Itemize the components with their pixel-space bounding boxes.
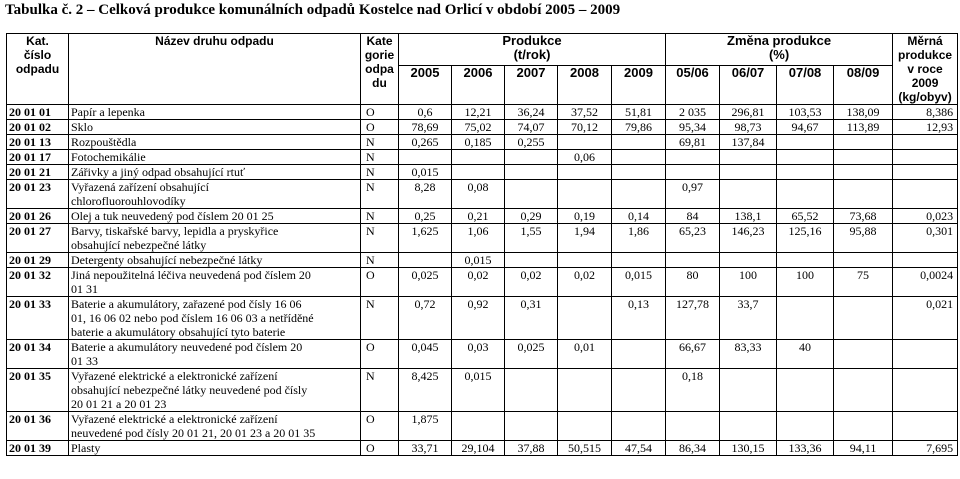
change-value: 84 — [666, 209, 720, 224]
change-value: 75 — [834, 268, 893, 297]
production-value: 8,28 — [399, 180, 452, 209]
production-value — [505, 165, 558, 180]
waste-category: O — [361, 441, 399, 456]
production-value: 0,03 — [452, 340, 505, 369]
header-change-period: 08/09 — [834, 66, 893, 105]
production-value: 0,06 — [558, 150, 612, 165]
waste-name: Baterie a akumulátory, zařazené pod čísly 16 06 01, 16 06 02 nebo pod číslem 16 06 03 a netříděné baterie a akumulátory obsahující tyto baterie — [69, 297, 361, 340]
production-value: 0,29 — [505, 209, 558, 224]
waste-code: 20 01 23 — [7, 180, 69, 209]
production-value: 37,88 — [505, 441, 558, 456]
waste-category: N — [361, 297, 399, 340]
change-value — [777, 150, 834, 165]
waste-category: N — [361, 209, 399, 224]
change-value: 65,23 — [666, 224, 720, 253]
change-value: 69,81 — [666, 135, 720, 150]
header-year: 2006 — [452, 66, 505, 105]
production-value — [505, 369, 558, 412]
production-value: 0,25 — [399, 209, 452, 224]
change-value: 138,1 — [720, 209, 777, 224]
change-value: 95,34 — [666, 120, 720, 135]
waste-name: Fotochemikálie — [69, 150, 361, 165]
table-row — [7, 120, 958, 135]
waste-code: 20 01 21 — [7, 165, 69, 180]
production-value: 79,86 — [612, 120, 666, 135]
change-value: 73,68 — [834, 209, 893, 224]
production-value: 1,86 — [612, 224, 666, 253]
waste-category: O — [361, 340, 399, 369]
waste-name: Barvy, tiskařské barvy, lepidla a pryskyřice obsahující nebezpečné látky — [69, 224, 361, 253]
change-value: 137,84 — [720, 135, 777, 150]
production-value — [452, 412, 505, 441]
change-value: 98,73 — [720, 120, 777, 135]
change-value — [720, 369, 777, 412]
specific-production-value — [893, 369, 958, 412]
table-row — [7, 150, 958, 165]
table-row — [7, 297, 958, 340]
waste-name: Sklo — [69, 120, 361, 135]
change-value: 33,7 — [720, 297, 777, 340]
waste-category: O — [361, 105, 399, 120]
production-value: 0,015 — [399, 165, 452, 180]
change-value — [834, 165, 893, 180]
production-value: 0,015 — [452, 253, 505, 268]
table-row — [7, 441, 958, 456]
table-row — [7, 268, 958, 297]
waste-code: 20 01 13 — [7, 135, 69, 150]
header-change-period: 06/07 — [720, 66, 777, 105]
production-value: 0,72 — [399, 297, 452, 340]
production-value: 1,06 — [452, 224, 505, 253]
waste-name: Vyřazená zařízení obsahující chlorofluorouhlovodíky — [69, 180, 361, 209]
change-value — [834, 412, 893, 441]
production-value: 8,425 — [399, 369, 452, 412]
production-value — [558, 165, 612, 180]
production-value — [505, 150, 558, 165]
header-year: 2007 — [505, 66, 558, 105]
waste-name: Olej a tuk neuvedený pod číslem 20 01 25 — [69, 209, 361, 224]
production-value: 0,19 — [558, 209, 612, 224]
waste-category: N — [361, 135, 399, 150]
header-name: Název druhu odpadu — [69, 34, 361, 105]
change-value: 130,15 — [720, 441, 777, 456]
table-row — [7, 369, 958, 412]
production-value: 0,02 — [505, 268, 558, 297]
change-value: 100 — [777, 268, 834, 297]
production-value — [558, 369, 612, 412]
specific-production-value: 12,93 — [893, 120, 958, 135]
waste-category: O — [361, 412, 399, 441]
table-row — [7, 105, 958, 120]
change-value: 0,97 — [666, 180, 720, 209]
waste-code: 20 01 33 — [7, 297, 69, 340]
change-value: 103,53 — [777, 105, 834, 120]
production-value: 0,6 — [399, 105, 452, 120]
header-year: 2005 — [399, 66, 452, 105]
change-value — [777, 180, 834, 209]
change-value: 127,78 — [666, 297, 720, 340]
production-value — [612, 150, 666, 165]
production-value: 0,025 — [399, 268, 452, 297]
change-value — [720, 412, 777, 441]
specific-production-value — [893, 135, 958, 150]
table-title: Tabulka č. 2 – Celková produkce komunálních odpadů Kostelce nad Orlicí v období 2005 – 2009 — [5, 2, 621, 18]
production-value — [558, 135, 612, 150]
table-row — [7, 180, 958, 209]
change-value — [834, 340, 893, 369]
change-value — [834, 369, 893, 412]
change-value: 2 035 — [666, 105, 720, 120]
production-value — [452, 165, 505, 180]
waste-code: 20 01 34 — [7, 340, 69, 369]
production-value — [399, 150, 452, 165]
production-value: 37,52 — [558, 105, 612, 120]
waste-code: 20 01 29 — [7, 253, 69, 268]
waste-name: Vyřazené elektrické a elektronické zařízení neuvedené pod čísly 20 01 21, 20 01 23 a 20 01 35 — [69, 412, 361, 441]
production-value: 50,515 — [558, 441, 612, 456]
change-value: 146,23 — [720, 224, 777, 253]
waste-code: 20 01 39 — [7, 441, 69, 456]
change-value — [720, 150, 777, 165]
change-value — [720, 253, 777, 268]
change-value: 100 — [720, 268, 777, 297]
change-value: 133,36 — [777, 441, 834, 456]
change-value — [834, 135, 893, 150]
table-row — [7, 340, 958, 369]
production-value: 47,54 — [612, 441, 666, 456]
production-value: 0,015 — [452, 369, 505, 412]
change-value — [666, 150, 720, 165]
production-value — [558, 412, 612, 441]
table-row — [7, 209, 958, 224]
specific-production-value: 0,023 — [893, 209, 958, 224]
waste-code: 20 01 36 — [7, 412, 69, 441]
change-value — [720, 180, 777, 209]
change-value: 94,11 — [834, 441, 893, 456]
table-row — [7, 253, 958, 268]
waste-name: Papír a lepenka — [69, 105, 361, 120]
change-value — [666, 412, 720, 441]
production-value: 70,12 — [558, 120, 612, 135]
header-change: Změna produkce (%) — [666, 34, 893, 66]
production-value: 0,31 — [505, 297, 558, 340]
production-value: 36,24 — [505, 105, 558, 120]
specific-production-value: 7,695 — [893, 441, 958, 456]
change-value: 83,33 — [720, 340, 777, 369]
production-value: 1,875 — [399, 412, 452, 441]
change-value — [834, 150, 893, 165]
production-value: 51,81 — [612, 105, 666, 120]
waste-code: 20 01 17 — [7, 150, 69, 165]
production-value — [612, 165, 666, 180]
production-value: 0,14 — [612, 209, 666, 224]
production-value: 0,025 — [505, 340, 558, 369]
waste-code: 20 01 27 — [7, 224, 69, 253]
waste-code: 20 01 32 — [7, 268, 69, 297]
waste-name: Zářivky a jiný odpad obsahující rtuť — [69, 165, 361, 180]
change-value: 94,67 — [777, 120, 834, 135]
production-value: 0,92 — [452, 297, 505, 340]
production-value — [612, 340, 666, 369]
change-value: 80 — [666, 268, 720, 297]
production-value: 0,255 — [505, 135, 558, 150]
specific-production-value — [893, 165, 958, 180]
header-category: Kate gorie odpa du — [361, 34, 399, 105]
production-value: 33,71 — [399, 441, 452, 456]
change-value: 296,81 — [720, 105, 777, 120]
production-value — [612, 412, 666, 441]
specific-production-value: 8,386 — [893, 105, 958, 120]
table-row — [7, 165, 958, 180]
change-value — [777, 253, 834, 268]
production-value — [558, 297, 612, 340]
production-value: 78,69 — [399, 120, 452, 135]
waste-category: N — [361, 253, 399, 268]
specific-production-value: 0,301 — [893, 224, 958, 253]
production-value: 0,02 — [452, 268, 505, 297]
table-row — [7, 135, 958, 150]
header-year: 2009 — [612, 66, 666, 105]
waste-category: N — [361, 165, 399, 180]
waste-name: Jiná nepoužitelná léčiva neuvedená pod číslem 20 01 31 — [69, 268, 361, 297]
change-value — [834, 180, 893, 209]
production-value: 12,21 — [452, 105, 505, 120]
change-value: 86,34 — [666, 441, 720, 456]
production-value: 0,02 — [558, 268, 612, 297]
production-value: 0,08 — [452, 180, 505, 209]
header-change-period: 05/06 — [666, 66, 720, 105]
waste-category: O — [361, 120, 399, 135]
change-value: 66,67 — [666, 340, 720, 369]
production-value — [558, 253, 612, 268]
specific-production-value — [893, 412, 958, 441]
production-value — [505, 412, 558, 441]
change-value — [834, 253, 893, 268]
production-value: 1,625 — [399, 224, 452, 253]
specific-production-value — [893, 150, 958, 165]
change-value — [777, 135, 834, 150]
production-value — [505, 253, 558, 268]
change-value: 95,88 — [834, 224, 893, 253]
change-value — [777, 165, 834, 180]
waste-code: 20 01 35 — [7, 369, 69, 412]
change-value — [777, 412, 834, 441]
specific-production-value: 0,021 — [893, 297, 958, 340]
specific-production-value — [893, 180, 958, 209]
header-code: Kat. číslo odpadu — [7, 34, 69, 105]
header-production: Produkce (t/rok) — [399, 34, 666, 66]
waste-category: N — [361, 224, 399, 253]
change-value — [777, 369, 834, 412]
waste-category: O — [361, 268, 399, 297]
production-value — [452, 150, 505, 165]
change-value: 40 — [777, 340, 834, 369]
production-value: 74,07 — [505, 120, 558, 135]
production-value — [612, 369, 666, 412]
production-value — [558, 180, 612, 209]
change-value: 138,09 — [834, 105, 893, 120]
header-change-period: 07/08 — [777, 66, 834, 105]
specific-production-value: 0,0024 — [893, 268, 958, 297]
production-value: 75,02 — [452, 120, 505, 135]
production-value: 0,185 — [452, 135, 505, 150]
waste-production-table — [6, 33, 958, 456]
header-row-1 — [7, 34, 958, 66]
production-value: 1,55 — [505, 224, 558, 253]
production-value — [399, 253, 452, 268]
change-value — [720, 165, 777, 180]
production-value: 1,94 — [558, 224, 612, 253]
production-value — [505, 180, 558, 209]
waste-category: N — [361, 150, 399, 165]
change-value — [834, 297, 893, 340]
change-value: 0,18 — [666, 369, 720, 412]
production-value — [612, 180, 666, 209]
waste-name: Plasty — [69, 441, 361, 456]
waste-category: N — [361, 180, 399, 209]
waste-name: Rozpouštědla — [69, 135, 361, 150]
table-row — [7, 412, 958, 441]
specific-production-value — [893, 253, 958, 268]
specific-production-value — [893, 340, 958, 369]
production-value: 0,13 — [612, 297, 666, 340]
change-value: 65,52 — [777, 209, 834, 224]
production-value: 0,045 — [399, 340, 452, 369]
change-value — [777, 297, 834, 340]
waste-name: Vyřazené elektrické a elektronické zařízení obsahující nebezpečné látky neuvedené pod čísly 20 01 21 a 20 01 23 — [69, 369, 361, 412]
production-value: 29,104 — [452, 441, 505, 456]
waste-code: 20 01 01 — [7, 105, 69, 120]
waste-category: N — [361, 369, 399, 412]
change-value — [666, 253, 720, 268]
waste-name: Baterie a akumulátory neuvedené pod číslem 20 01 33 — [69, 340, 361, 369]
header-specific-production: Měrná produkce v roce 2009 (kg/obyv) — [893, 34, 958, 105]
production-value: 0,015 — [612, 268, 666, 297]
change-value: 125,16 — [777, 224, 834, 253]
change-value: 113,89 — [834, 120, 893, 135]
waste-name: Detergenty obsahující nebezpečné látky — [69, 253, 361, 268]
waste-code: 20 01 26 — [7, 209, 69, 224]
waste-code: 20 01 02 — [7, 120, 69, 135]
production-value: 0,265 — [399, 135, 452, 150]
change-value — [666, 165, 720, 180]
table-row — [7, 224, 958, 253]
production-value: 0,01 — [558, 340, 612, 369]
production-value — [612, 135, 666, 150]
header-year: 2008 — [558, 66, 612, 105]
production-value: 0,21 — [452, 209, 505, 224]
production-value — [612, 253, 666, 268]
